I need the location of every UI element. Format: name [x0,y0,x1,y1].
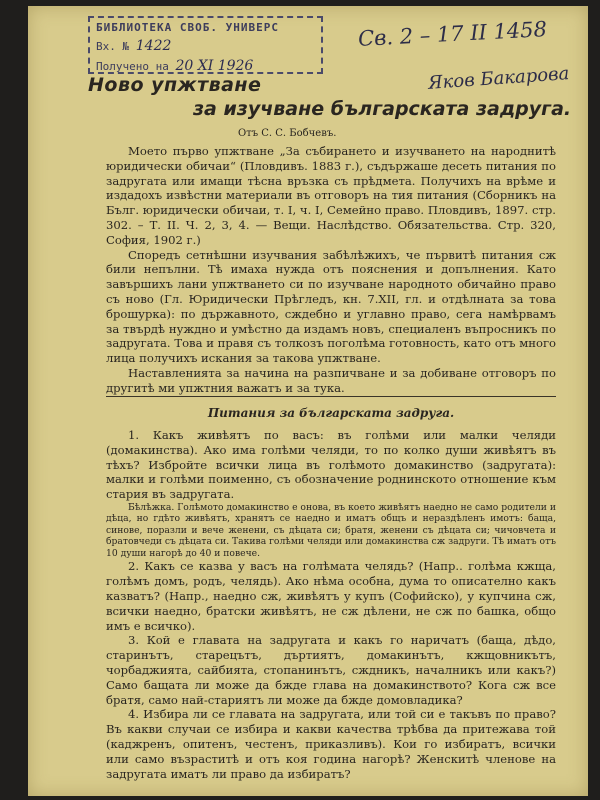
handwritten-shelfmark: Св. 2 – 17 II 1458 [357,17,548,51]
intro-paragraph-3: Наставленията за начина на разпичване и за добиване отговоръ по другитѣ ми упжтния важатъ и за тука. [106,365,556,395]
handwritten-note: Яков Бакарова [427,63,570,94]
stamp-received-label: Получено на [96,60,169,73]
library-stamp [88,16,323,74]
question-1: 1. Какъ живѣятъ по васъ: въ голѣми или малки челяди (домакинства). Ако има голѣми челяди, то по колко души живѣятъ въ тѣхъ? Избройте всички лица въ голѣмото домакинство (задругата): малки и голѣми поименно, съ обозначение роднинското отношение към стария въ задругата. [106,428,556,502]
question-3: 3. Кой е главата на задругата и какъ го наричатъ (баща, дѣдо, старинътъ, старецътъ, дъртиятъ, домакинътъ, кжщовникътъ, чорбаджията, сайбията, стопанинътъ, сждникъ, началникъ или какъ?) Само бащата ли може да бжде глава на домакинството? Кога сж все братя, само най-стариятъ ли може да бжде домовладика? [106,633,556,707]
note-text: Бѣлѣжка. Голѣмото домакинство е онова, въ което живѣятъ наедно не само родители и дѣца, но гдѣто живѣятъ, хранятъ се наедно и иматъ общъ и нераздѣленъ имотъ: баща, синове, поразли и вече женени, съ дѣцата си; братя, женени съ дѣцата си; чичовчета и братовчеди съ дѣцата си. Такива голѣми челяди или домакинства сж задруги. Тѣ иматъ отъ 10 души нагорѣ до 40 и повече. [106,501,556,559]
section-title: Питания за българската задруга. [207,406,455,420]
stamp-received-date: 20 XI 1926 [175,58,254,74]
intro-text [106,144,556,396]
stamp-received-row [96,58,315,74]
stamp-entry-row [96,38,315,54]
author-line: Отъ С. С. Бобчевъ. [238,128,337,139]
section-divider [106,396,556,397]
question-4: 4. Избира ли се главата на задругата, или той си е такъвъ по право? Въ какви случаи се избира и какви качества трѣбва да притежава той (каджренъ, опитенъ, честенъ, приказливъ). Кои го избиратъ, всички или само възраститѣ и отъ коя година нагорѣ? Женскитѣ членове на задругата иматъ ли право да избиратъ? [106,707,556,781]
question-2: 2. Какъ се казва у васъ на голѣмата челядь? (Напр.. голѣма кжща, голѣмъ домъ, родъ, челядь). Ако нѣма особна, дума то описателно какъ казватъ? (Напр., наедно сж, живѣятъ у купъ (Софийско), у купчина сж, всички наедно, братски живѣятъ, не сж дѣлени, не сж по башка, общо имъ е всичко). [106,559,556,633]
questions [106,428,556,781]
title-line-1: Ново упжтване [88,74,262,96]
note-block [106,502,556,560]
title-line-2: за изучване българската задруга. [193,98,572,120]
stamp-library-name: БИБЛИОТЕКА СВОБ. УНИВЕРС [96,21,279,34]
stamp-entry-number: 1422 [135,38,172,54]
intro-paragraph-2: Споредъ сетнѣшни изучвания забѣлѣжихъ, че първитѣ питания сж били непълни. Тѣ имаха нужда отъ пояснения и допълнения. Като завършихъ лани упжтването си по изучване народното обичайно право съ ново (Гл. Юридически Прѣгледъ, кн. 7.XII, гл. и отдѣлната за това брошурка): по държавното, сждебно и углавно право, сега намѣрвамъ за твърдѣ нуждно и умѣстно да издамъ новъ, специаленъ въпросникъ по задругата. Това и правя съ толкозъ поголѣма готовность, като отъ много лица получихъ искания за такова упжтване. [106,247,556,366]
document-page [28,6,588,796]
intro-paragraph-1: Моето първо упжтване „За събирането и изучването на народнитѣ юридически обичаи“ (Пловдивъ. 1883 г.), съдържаше десеть питания по задругата или имащи тѣсна връзка съ прѣдмета. Получихъ на врѣме и издадохъ извѣстни материали въ отговоръ на тия питания (Сборникъ на Бълг. юридически обичаи, т. I, ч. I, Семейно право. Пловдивъ, 1897. стр. 302. – Т. II. Ч. 2, 3, 4. — Вещи. Наслѣдство. Обязательства. Стр. 320, София, 1902 г.) [106,144,556,247]
stamp-entry-label: Вх. № [96,40,130,53]
